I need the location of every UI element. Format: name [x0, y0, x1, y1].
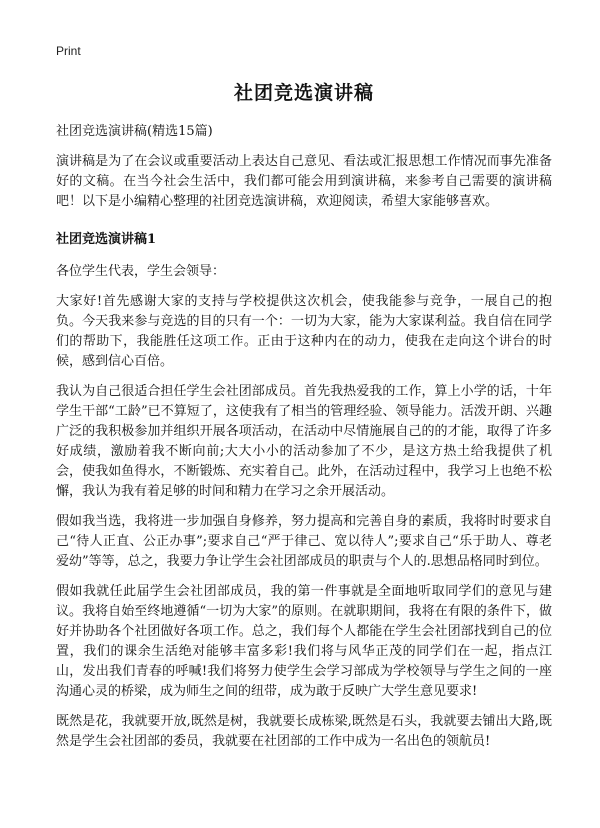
document-page — [56, 42, 552, 752]
document-title: 社团竞选演讲稿 — [233, 82, 374, 104]
body-paragraph-1: 大家好!首先感谢大家的支持与学校提供这次机会，使我能参与竞争，一展自己的抱负。今天我来参与竞选的目的只有一个：一切为大家，能为大家谋利益。我自信在同学们的帮助下，我能胜任这项工作。正由于这种内在的动力，使我在走向这个讲台的时候，感到信心百倍。 — [56, 294, 552, 369]
section-heading: 社团竞选演讲稿1 — [56, 232, 157, 247]
document-subtitle: 社团竞选演讲稿(精选15篇) — [56, 124, 213, 139]
body-paragraph-4: 假如我就任此届学生会社团部成员，我的第一件事就是全面地听取同学们的意见与建议。我将自始至终地遵循“一切为大家”的原则。在就职期间，我将在有限的条件下，做好并协助各个社团做好各项工作。总之，我们每个人都能在学生会社团部找到自己的位置，我们的课余生活绝对能够丰富多彩!我们将与风华正茂的同学们在一起，指点江山，发出我们青春的呼喊!我们将努力使学生会学习部成为学校领导与学生之间的一座沟通心灵的桥梁，成为师生之间的纽带，成为敢于反映广大学生意见要求! — [56, 584, 552, 699]
body-paragraph-3: 假如我当选，我将进一步加强自身修养，努力提高和完善自身的素质，我将时时要求自己“待人正直、公正办事”;要求自己“严于律己、宽以待人”;要求自己“乐于助人、尊老爱幼”等等，总之，我要力争让学生会社团部成员的职责与个人的.思想品格同时到位。 — [56, 514, 552, 569]
body-paragraph-5: 既然是花，我就要开放,既然是树，我就要长成栋梁,既然是石头，我就要去铺出大路,既然是学生会社团部的委员，我就要在社团部的工作中成为一名出色的领航员! — [56, 714, 552, 749]
body-paragraph-2: 我认为自己很适合担任学生会社团部成员。首先我热爱我的工作，算上小学的话，十年学生干部“工龄”已不算短了，这使我有了相当的管理经验、领导能力。活泼开朗、兴趣广泛的我积极参加并组织开展各项活动，在活动中尽情施展自己的的才能，取得了许多好成绩，激励着我不断向前;大大小小的活动参加了不少，是这方热土给我提供了机会，使我如鱼得水，不断锻炼、充实着自己。此外，在活动过程中，我学习上也绝不松懈，我认为我有着足够的时间和精力在学习之余开展活动。 — [56, 384, 552, 499]
print-link[interactable]: Print — [56, 44, 81, 58]
greeting-line: 各位学生代表，学生会领导： — [56, 264, 226, 279]
intro-paragraph: 演讲稿是为了在会议或重要活动上表达自己意见、看法或汇报思想工作情况而事先准备好的文稿。在当今社会生活中，我们都可能会用到演讲稿，来参考自己需要的演讲稿吧！以下是小编精心整理的社团竞选演讲稿，欢迎阅读，希望大家能够喜欢。 — [56, 154, 552, 209]
